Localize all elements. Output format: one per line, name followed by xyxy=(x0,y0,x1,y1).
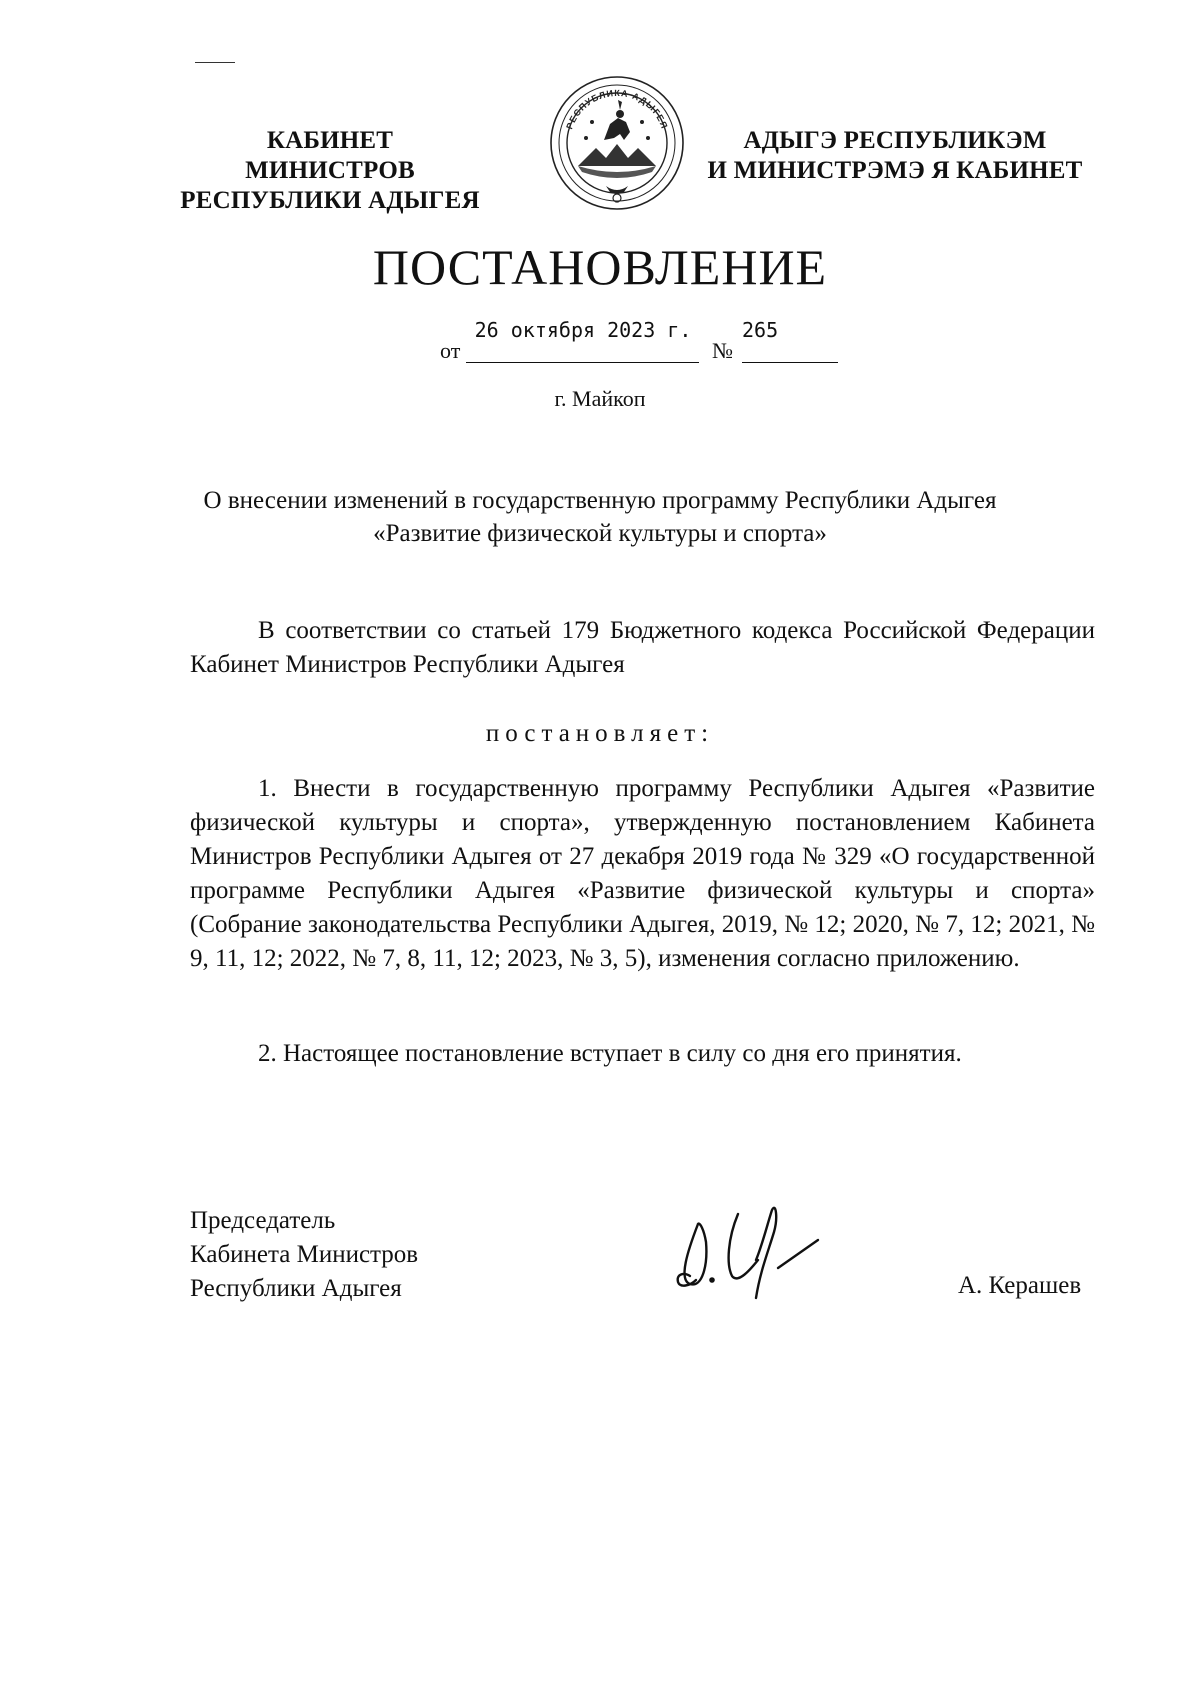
subject-line2: «Развитие физической культуры и спорта» xyxy=(373,520,827,547)
date-underline xyxy=(466,362,699,363)
signatory-name: А. Керашев xyxy=(958,1272,1082,1299)
preamble: В соответствии со статьей 179 Бюджетного кодекса Российской Федерации Кабинет Министров Республики Адыгея xyxy=(190,617,1095,678)
issuer-name-adyghe-line1: АДЫГЭ РЕСПУБЛИКЭМ xyxy=(743,127,1047,154)
clause-2: 2. Настоящее постановление вступает в силу со дня его принятия. xyxy=(258,1040,962,1067)
signatory-position-line3: Республики Адыгея xyxy=(190,1275,402,1302)
number-underline xyxy=(742,362,838,363)
signatory-position-line2: Кабинета Министров xyxy=(190,1241,419,1268)
document-subject xyxy=(100,484,1100,550)
signatory-position xyxy=(190,1204,418,1306)
date-value: 26 октября 2023 г. xyxy=(474,318,692,342)
decree-word: постановляет: xyxy=(485,720,715,747)
clause-1: 1. Внести в государственную программу Республики Адыгея «Развитие физической культуры и спорта», утвержденную постановлением Кабинета Министров Республики Адыгея от 27 декабря 2019 года № 329 «О государственной программе Республики Адыгея «Развитие физической культуры и спорта» (Собрание законодательства Республики Адыгея, 2019, № 12; 2020, № 7, 12; 2021, № 9, 11, 12; 2022, № 7, 8, 11, 12; 2023, № 3, 5), изменения согласно приложению. xyxy=(190,775,1095,972)
subject-line1: О внесении изменений в государственную программу Республики Адыгея xyxy=(203,487,997,514)
number-label: № xyxy=(712,338,733,363)
handwritten-signature-icon xyxy=(668,1180,838,1310)
issuer-name-adyghe xyxy=(700,126,1090,186)
adygea-coat-of-arms-icon xyxy=(548,74,686,212)
emblem-text: РЕСПУБЛИКА АДЫГЕЯ xyxy=(564,87,670,131)
issuer-name-adyghe-line2: И МИНИСТРЭМЭ Я КАБИНЕТ xyxy=(707,157,1083,184)
signatory-position-line1: Председатель xyxy=(190,1207,336,1234)
date-number-row xyxy=(0,318,1200,368)
margin-stroke xyxy=(195,62,235,63)
date-label: от xyxy=(440,338,461,363)
city: г. Майкоп xyxy=(554,386,646,411)
document-title: ПОСТАНОВЛЕНИЕ xyxy=(372,239,828,295)
number-value: 265 xyxy=(742,318,779,342)
issuer-name-russian xyxy=(180,126,480,216)
issuer-name-russian-line2: РЕСПУБЛИКИ АДЫГЕЯ xyxy=(180,187,480,214)
issuer-name-russian-line1: КАБИНЕТ МИНИСТРОВ xyxy=(245,127,415,184)
